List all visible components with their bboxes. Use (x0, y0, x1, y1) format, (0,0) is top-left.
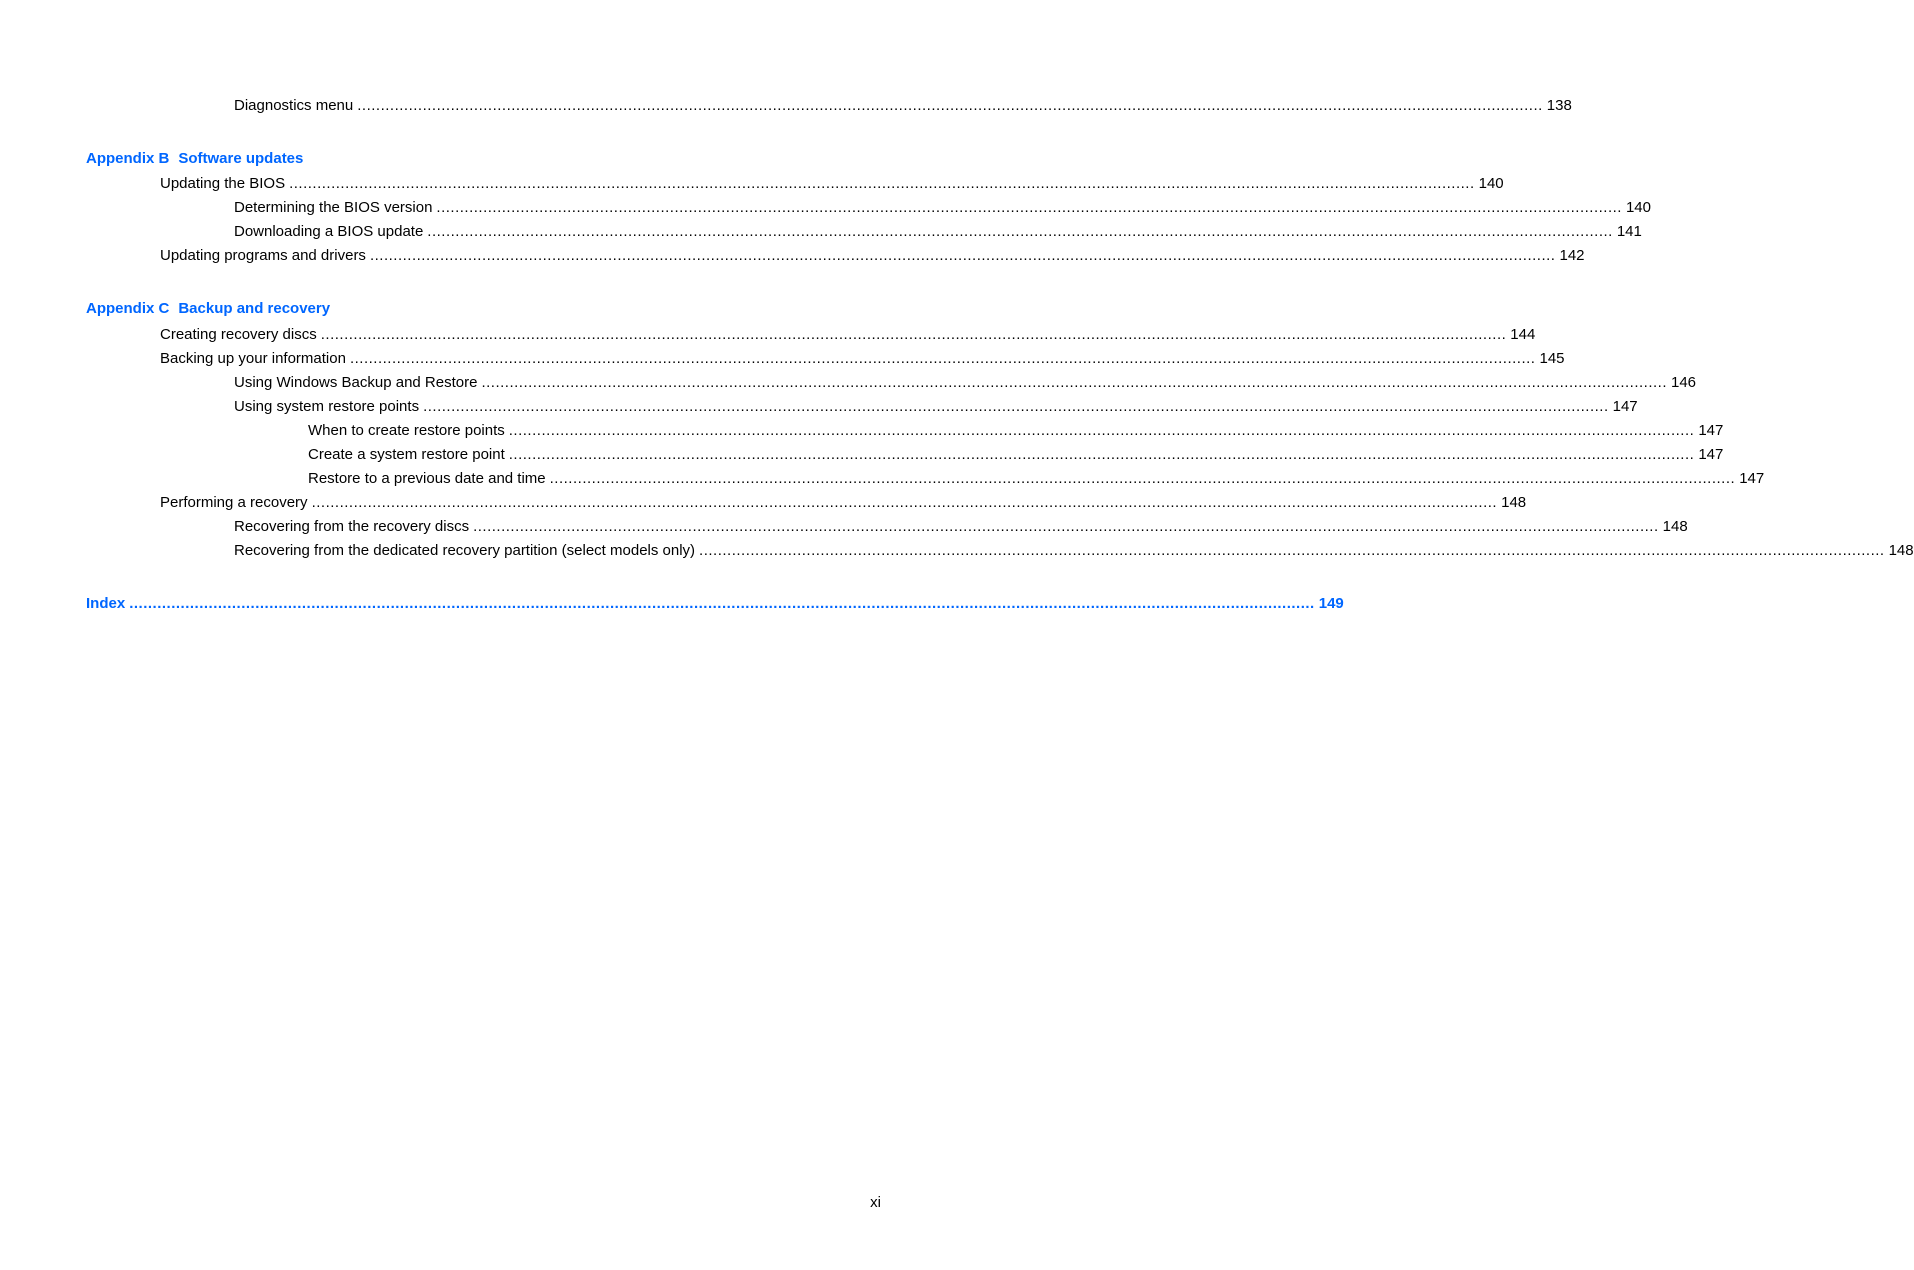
dot-leader: .............................................................................................................................................................................................................................................................. (349, 350, 1536, 367)
dot-leader: .............................................................................................................................................................................................................................................................. (508, 422, 1695, 439)
toc-entry-updating-programs-drivers[interactable] (160, 247, 1585, 265)
toc-entry-label: Downloading a BIOS update (234, 223, 427, 241)
dot-leader: .............................................................................................................................................................................................................................................................. (357, 97, 1543, 114)
toc-entry-label: Recovering from the recovery discs (234, 518, 473, 536)
toc-page-number: 138 (1546, 97, 1572, 114)
toc-entry-label: Creating recovery discs (160, 326, 321, 344)
footer-page-number: xi (870, 1194, 881, 1211)
toc-entry-backing-up-information[interactable] (160, 350, 1565, 368)
toc-page-number: 147 (1612, 398, 1638, 415)
toc-entry-label: Determining the BIOS version (234, 199, 436, 217)
toc-entry-create-system-restore-point[interactable] (308, 446, 1724, 464)
dot-leader: .............................................................................................................................................................................................................................................................. (423, 398, 1609, 415)
appendix-b-heading[interactable] (86, 150, 303, 168)
toc-entry-windows-backup-restore[interactable] (234, 374, 1697, 392)
toc-entry-when-to-create-restore-points[interactable] (308, 422, 1724, 440)
toc-page-number: 148 (1888, 542, 1914, 559)
toc-entry-diagnostics-menu[interactable] (234, 97, 1572, 115)
toc-page-number: 141 (1616, 223, 1642, 240)
dot-leader: .............................................................................................................................................................................................................................................................. (427, 223, 1613, 240)
toc-entry-recovering-from-partition[interactable] (234, 542, 1914, 560)
dot-leader: .............................................................................................................................................................................................................................................................. (481, 374, 1667, 391)
toc-entry-performing-recovery[interactable] (160, 494, 1527, 512)
toc-entry-label: Restore to a previous date and time (308, 470, 550, 488)
toc-entry-label: Updating programs and drivers (160, 247, 370, 265)
toc-entry-creating-recovery-discs[interactable] (160, 326, 1536, 344)
dot-leader: .............................................................................................................................................................................................................................................................. (699, 542, 1885, 559)
toc-page-number: 148 (1662, 518, 1688, 535)
toc-page-number: 147 (1739, 470, 1765, 487)
dot-leader: .............................................................................................................................................................................................................................................................. (320, 326, 1507, 343)
dot-leader: .............................................................................................................................................................................................................................................................. (508, 446, 1695, 463)
toc-entry-updating-the-bios[interactable] (160, 175, 1504, 193)
toc-entry-label: Recovering from the dedicated recovery partition (select models only) (234, 542, 699, 560)
toc-entry-label: Using Windows Backup and Restore (234, 374, 481, 392)
toc-entry-label: Backing up your information (160, 350, 350, 368)
dot-leader: .............................................................................................................................................................................................................................................................. (549, 470, 1736, 487)
appendix-prefix: Appendix C (86, 300, 170, 317)
toc-page-number: 144 (1510, 326, 1536, 343)
toc-entry-system-restore-points[interactable] (234, 398, 1638, 416)
toc-entry-label: When to create restore points (308, 422, 509, 440)
toc-entry-downloading-bios-update[interactable] (234, 223, 1642, 241)
toc-page-number: 147 (1698, 422, 1724, 439)
toc-page-number: 145 (1539, 350, 1565, 367)
toc-entry-restore-previous-date[interactable] (308, 470, 1765, 488)
toc-entry-label: Create a system restore point (308, 446, 509, 464)
toc-page-number: 147 (1698, 446, 1724, 463)
toc-page-number: 146 (1671, 374, 1697, 391)
dot-leader: .............................................................................................................................................................................................................................................................. (129, 595, 1315, 612)
toc-entry-label: Performing a recovery (160, 494, 312, 512)
toc-page-number: 149 (1318, 595, 1344, 612)
toc-entry-recovering-from-discs[interactable] (234, 518, 1688, 536)
dot-leader: .............................................................................................................................................................................................................................................................. (473, 518, 1659, 535)
dot-leader: .............................................................................................................................................................................................................................................................. (311, 494, 1498, 511)
toc-entry-label: Diagnostics menu (234, 97, 357, 115)
dot-leader: .............................................................................................................................................................................................................................................................. (436, 199, 1622, 216)
toc-page-number: 142 (1559, 247, 1585, 264)
toc-entry-index[interactable] (86, 595, 1344, 613)
toc-entry-label: Updating the BIOS (160, 175, 289, 193)
toc-entry-label: Index (86, 595, 129, 613)
appendix-prefix: Appendix B (86, 150, 170, 167)
toc-page-number: 140 (1625, 199, 1651, 216)
toc-entry-determining-bios-version[interactable] (234, 199, 1651, 217)
toc-page-number: 140 (1478, 175, 1504, 192)
toc-entry-label: Using system restore points (234, 398, 423, 416)
dot-leader: .............................................................................................................................................................................................................................................................. (289, 175, 1475, 192)
toc-page-number: 148 (1501, 494, 1527, 511)
appendix-c-heading[interactable] (86, 300, 330, 318)
appendix-title: Backup and recovery (178, 300, 331, 317)
appendix-title: Software updates (178, 150, 304, 167)
dot-leader: .............................................................................................................................................................................................................................................................. (369, 247, 1556, 264)
